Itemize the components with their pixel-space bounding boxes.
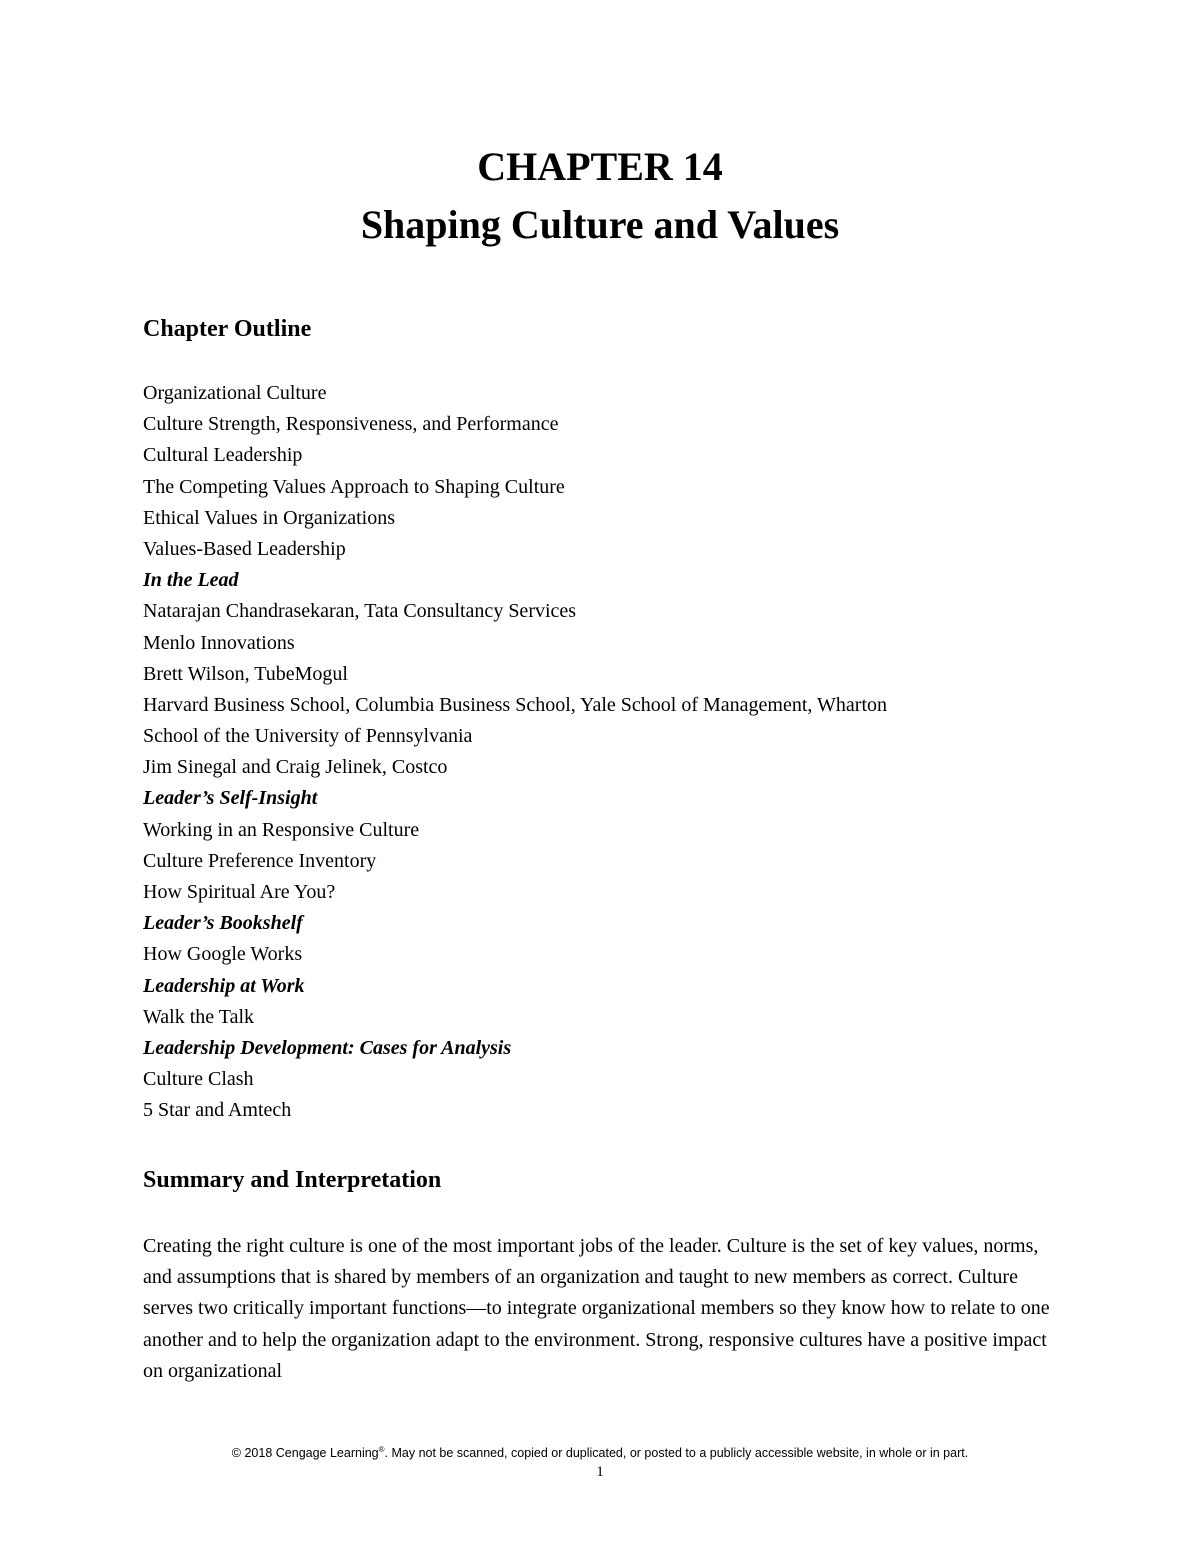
page-number: 1 bbox=[596, 1464, 604, 1480]
chapter-title: Shaping Culture and Values bbox=[360, 202, 840, 247]
copyright-prefix: © 2018 Cengage Learning bbox=[231, 1446, 379, 1461]
outline-item: Jim Sinegal and Craig Jelinek, Costco bbox=[143, 756, 448, 779]
outline-item: Harvard Business School, Columbia Business School, Yale School of Management, Wharton bbox=[143, 693, 888, 716]
chapter-number: CHAPTER 14 bbox=[477, 144, 723, 189]
outline-item: Walk the Talk bbox=[143, 1005, 255, 1028]
outline-item: School of the University of Pennsylvania bbox=[143, 725, 473, 748]
outline-subheading: Leader’s Self-Insight bbox=[143, 787, 318, 810]
outline-item: How Google Works bbox=[143, 943, 303, 966]
copyright-notice bbox=[0, 1442, 1200, 1461]
outline-item: Culture Strength, Responsiveness, and Performance bbox=[143, 413, 559, 436]
outline-item: Menlo Innovations bbox=[143, 631, 295, 654]
summary-heading: Summary and Interpretation bbox=[143, 1167, 442, 1193]
outline-item: Cultural Leadership bbox=[143, 444, 303, 467]
outline-item: Organizational Culture bbox=[143, 382, 327, 404]
outline-item: Culture Clash bbox=[143, 1068, 254, 1091]
outline-item: Natarajan Chandrasekaran, Tata Consultancy Services bbox=[143, 600, 577, 623]
outline-subheading: In the Lead bbox=[143, 569, 239, 592]
outline-subheading: Leader’s Bookshelf bbox=[143, 912, 303, 935]
outline-item: Brett Wilson, TubeMogul bbox=[143, 662, 348, 685]
outline-subheading: Leadership at Work bbox=[143, 974, 305, 997]
chapter-outline-list bbox=[143, 378, 1053, 1127]
outline-item: How Spiritual Are You? bbox=[143, 881, 336, 903]
outline-item: Values-Based Leadership bbox=[143, 537, 346, 560]
outline-item: Culture Preference Inventory bbox=[143, 849, 377, 872]
outline-item: Ethical Values in Organizations bbox=[143, 506, 395, 529]
outline-item: Working in an Responsive Culture bbox=[143, 818, 420, 841]
summary-paragraph: Creating the right culture is one of the most important jobs of the leader. Culture is the set of key values, norms, and assumptions that is shared by members of an organization and taught to new members as correct. Culture serves two critically important functions—to integrate organizational members so they know how to relate to one another and to help the organization adapt to the environment. Strong, responsive cultures have a positive impact on organizational bbox=[143, 1235, 1050, 1382]
outline-item: 5 Star and Amtech bbox=[143, 1099, 292, 1122]
outline-item: The Competing Values Approach to Shaping Culture bbox=[143, 475, 565, 498]
outline-subheading: Leadership Development: Cases for Analysis bbox=[143, 1036, 512, 1059]
copyright-suffix: . May not be scanned, copied or duplicated, or posted to a publicly accessible website, in whole or in part. bbox=[384, 1446, 969, 1461]
registered-mark: ® bbox=[378, 1445, 385, 1454]
chapter-outline-heading: Chapter Outline bbox=[143, 316, 312, 342]
